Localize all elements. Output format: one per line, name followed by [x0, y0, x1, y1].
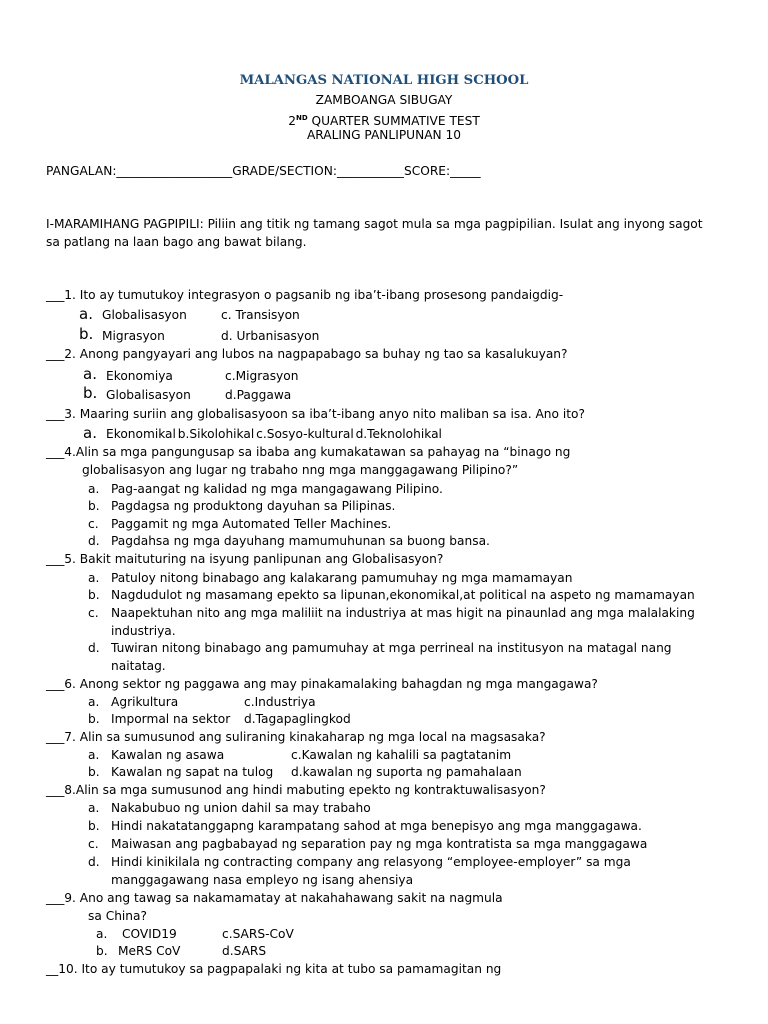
q9-option-a-letter: a. [96, 927, 108, 941]
question-6: ___6. Anong sektor ng paggawa ang may pinakamalaking bahagdan ng mga mangagawa? [46, 677, 598, 691]
instructions-line-1: I-MARAMIHANG PAGPIPILI: Piliin ang titik ng tamang sagot mula sa mga pagpipilian. Isulat ang inyong sagot [46, 217, 703, 231]
school-name: MALANGAS NATIONAL HIGH SCHOOL [239, 73, 529, 88]
q2-option-b: b. [83, 384, 98, 402]
q1-option-c: c. Transisyon [221, 308, 300, 322]
q5-option-d-letter: d. [88, 641, 100, 655]
q4-option-b-text: Pagdagsa ng produktong dayuhan sa Pilipinas. [111, 499, 396, 513]
q5-option-a-letter: a. [88, 571, 100, 585]
q8-option-c-text: Maiwasan ang pagbabayad ng separation pay ng mga kontratista sa mga manggagawa [111, 837, 648, 851]
question-5: ___5. Bakit maituturing na isyung panlipunan ang Globalisasyon? [46, 552, 444, 566]
q9-option-c: c.SARS-CoV [222, 927, 294, 941]
question-7: ___7. Alin sa sumusunod ang suliraning kinakaharap ng mga local na magsasaka? [46, 730, 546, 744]
q1-option-b-text: Migrasyon [102, 329, 165, 343]
q6-option-a-letter: a. [88, 695, 100, 709]
q6-option-b-letter: b. [88, 712, 100, 726]
q5-option-d-text-1: Tuwiran nitong binabago ang pamumuhay at mga perrineal na institusyon na matagal nang [111, 641, 672, 655]
q7-option-a-letter: a. [88, 748, 100, 762]
q2-option-d: d.Paggawa [225, 388, 292, 402]
question-10: __10. Ito ay tumutukoy sa pagpapalaki ng kita at tubo sa pamamagitan ng [46, 962, 502, 976]
subject-title: ARALING PANLIPUNAN 10 [306, 128, 462, 142]
q4-option-b-letter: b. [88, 499, 100, 513]
q5-option-c-letter: c. [88, 606, 99, 620]
q1-option-a: a. [79, 305, 93, 323]
q8-option-d-text-1: Hindi kinikilala ng contracting company ang relasyong “employee-employer” sa mga [111, 855, 631, 869]
test-title: 2ND QUARTER SUMMATIVE TEST [288, 114, 480, 128]
q9-option-b-text: MeRS CoV [118, 944, 181, 958]
question-4-line-2: globalisasyon ang lugar ng trabaho nng mga manggagawang Pilipino?” [82, 463, 519, 477]
q8-option-d-text-2: manggagawang nasa empleyo ng isang ahensiya [111, 873, 414, 887]
q5-option-a-text: Patuloy nitong binabago ang kalakarang pamumuhay ng mga mamamayan [111, 571, 573, 585]
q7-option-d: d.kawalan ng suporta ng pamahalaan [291, 765, 522, 779]
q2-option-c: c.Migrasyon [225, 369, 299, 383]
question-2: ___2. Anong pangyayari ang lubos na nagpapabago sa buhay ng tao sa kasalukuyan? [46, 347, 568, 361]
q9-option-b-letter: b. [96, 944, 108, 958]
q1-option-b: b. [79, 325, 94, 343]
q4-option-d-text: Pagdahsa ng mga dayuhang mamumuhunan sa buong bansa. [111, 534, 490, 548]
instructions-line-2: sa patlang na laan bago ang bawat bilang. [46, 235, 307, 249]
question-9-line-2: sa China? [88, 909, 147, 923]
q5-option-b-text: Nagdudulot ng masamang epekto sa lipunan,ekonomikal,at political na aspeto ng mamamayan [111, 588, 695, 602]
q4-option-d-letter: d. [88, 534, 100, 548]
q4-option-a-letter: a. [88, 482, 100, 496]
q5-option-c-text-2: industriya. [111, 624, 176, 638]
q7-option-b-letter: b. [88, 765, 100, 779]
q8-option-a-text: Nakabubuo ng union dahil sa may trabaho [111, 801, 371, 815]
province: ZAMBOANGA SIBUGAY [315, 93, 453, 107]
q3-options: Ekonomikal b.Sikolohikal c.Sosyo-kultural d.Teknolohikal [106, 427, 442, 441]
question-1: ___1. Ito ay tumutukoy integrasyon o pagsanib ng iba’t-ibang prosesong pandaigdig- [46, 288, 564, 302]
question-9-line-1: ___9. Ano ang tawag sa nakamamatay at nakahahawang sakit na nagmula [46, 891, 503, 905]
q2-option-a-text: Ekonomiya [106, 369, 173, 383]
q5-option-d-text-2: naitatag. [111, 659, 166, 673]
q1-option-a-text: Globalisasyon [102, 308, 187, 322]
q2-option-b-text: Globalisasyon [106, 388, 191, 402]
q8-option-b-letter: b. [88, 819, 100, 833]
student-info-line: PANGALAN:___________________GRADE/SECTION:___________SCORE:_____ [46, 164, 481, 178]
q4-option-c-letter: c. [88, 517, 99, 531]
q6-option-d: d.Tagapaglingkod [244, 712, 351, 726]
q7-option-b-text: Kawalan ng sapat na tulog [111, 765, 274, 779]
q8-option-b-text: Hindi nakatatanggapng karampatang sahod at mga benepisyo ang mga manggagawa. [111, 819, 642, 833]
q4-option-c-text: Paggamit ng mga Automated Teller Machines. [111, 517, 392, 531]
q6-option-a-text: Agrikultura [111, 695, 179, 709]
q5-option-c-text-1: Naapektuhan nito ang mga maliliit na industriya at mas higit na pinaunlad ang mga malalaking [111, 606, 695, 620]
question-4-line-1: ___4.Alin sa mga pangungusap sa ibaba ang kumakatawan sa pahayag na “binago ng [46, 445, 571, 459]
q6-option-b-text: Impormal na sektor [111, 712, 231, 726]
q3-option-a: a. [83, 424, 97, 442]
q8-option-d-letter: d. [88, 855, 100, 869]
q4-option-a-text: Pag-aangat ng kalidad ng mga mangagawang Pilipino. [111, 482, 443, 496]
q7-option-c: c.Kawalan ng kahalili sa pagtatanim [291, 748, 512, 762]
q6-option-c: c.Industriya [244, 695, 316, 709]
question-3: ___3. Maaring suriin ang globalisasyoon sa iba’t-ibang anyo nito maliban sa isa. Ano ito? [46, 407, 585, 421]
q2-option-a: a. [83, 365, 97, 383]
q7-option-a-text: Kawalan ng asawa [111, 748, 225, 762]
q9-option-a-text: COVID19 [122, 927, 177, 941]
q5-option-b-letter: b. [88, 588, 100, 602]
q9-option-d: d.SARS [222, 944, 267, 958]
q8-option-c-letter: c. [88, 837, 99, 851]
q1-option-d: d. Urbanisasyon [221, 329, 320, 343]
question-8: ___8.Alin sa mga sumusunod ang hindi mabuting epekto ng kontraktuwalisasyon? [46, 783, 546, 797]
q8-option-a-letter: a. [88, 801, 100, 815]
